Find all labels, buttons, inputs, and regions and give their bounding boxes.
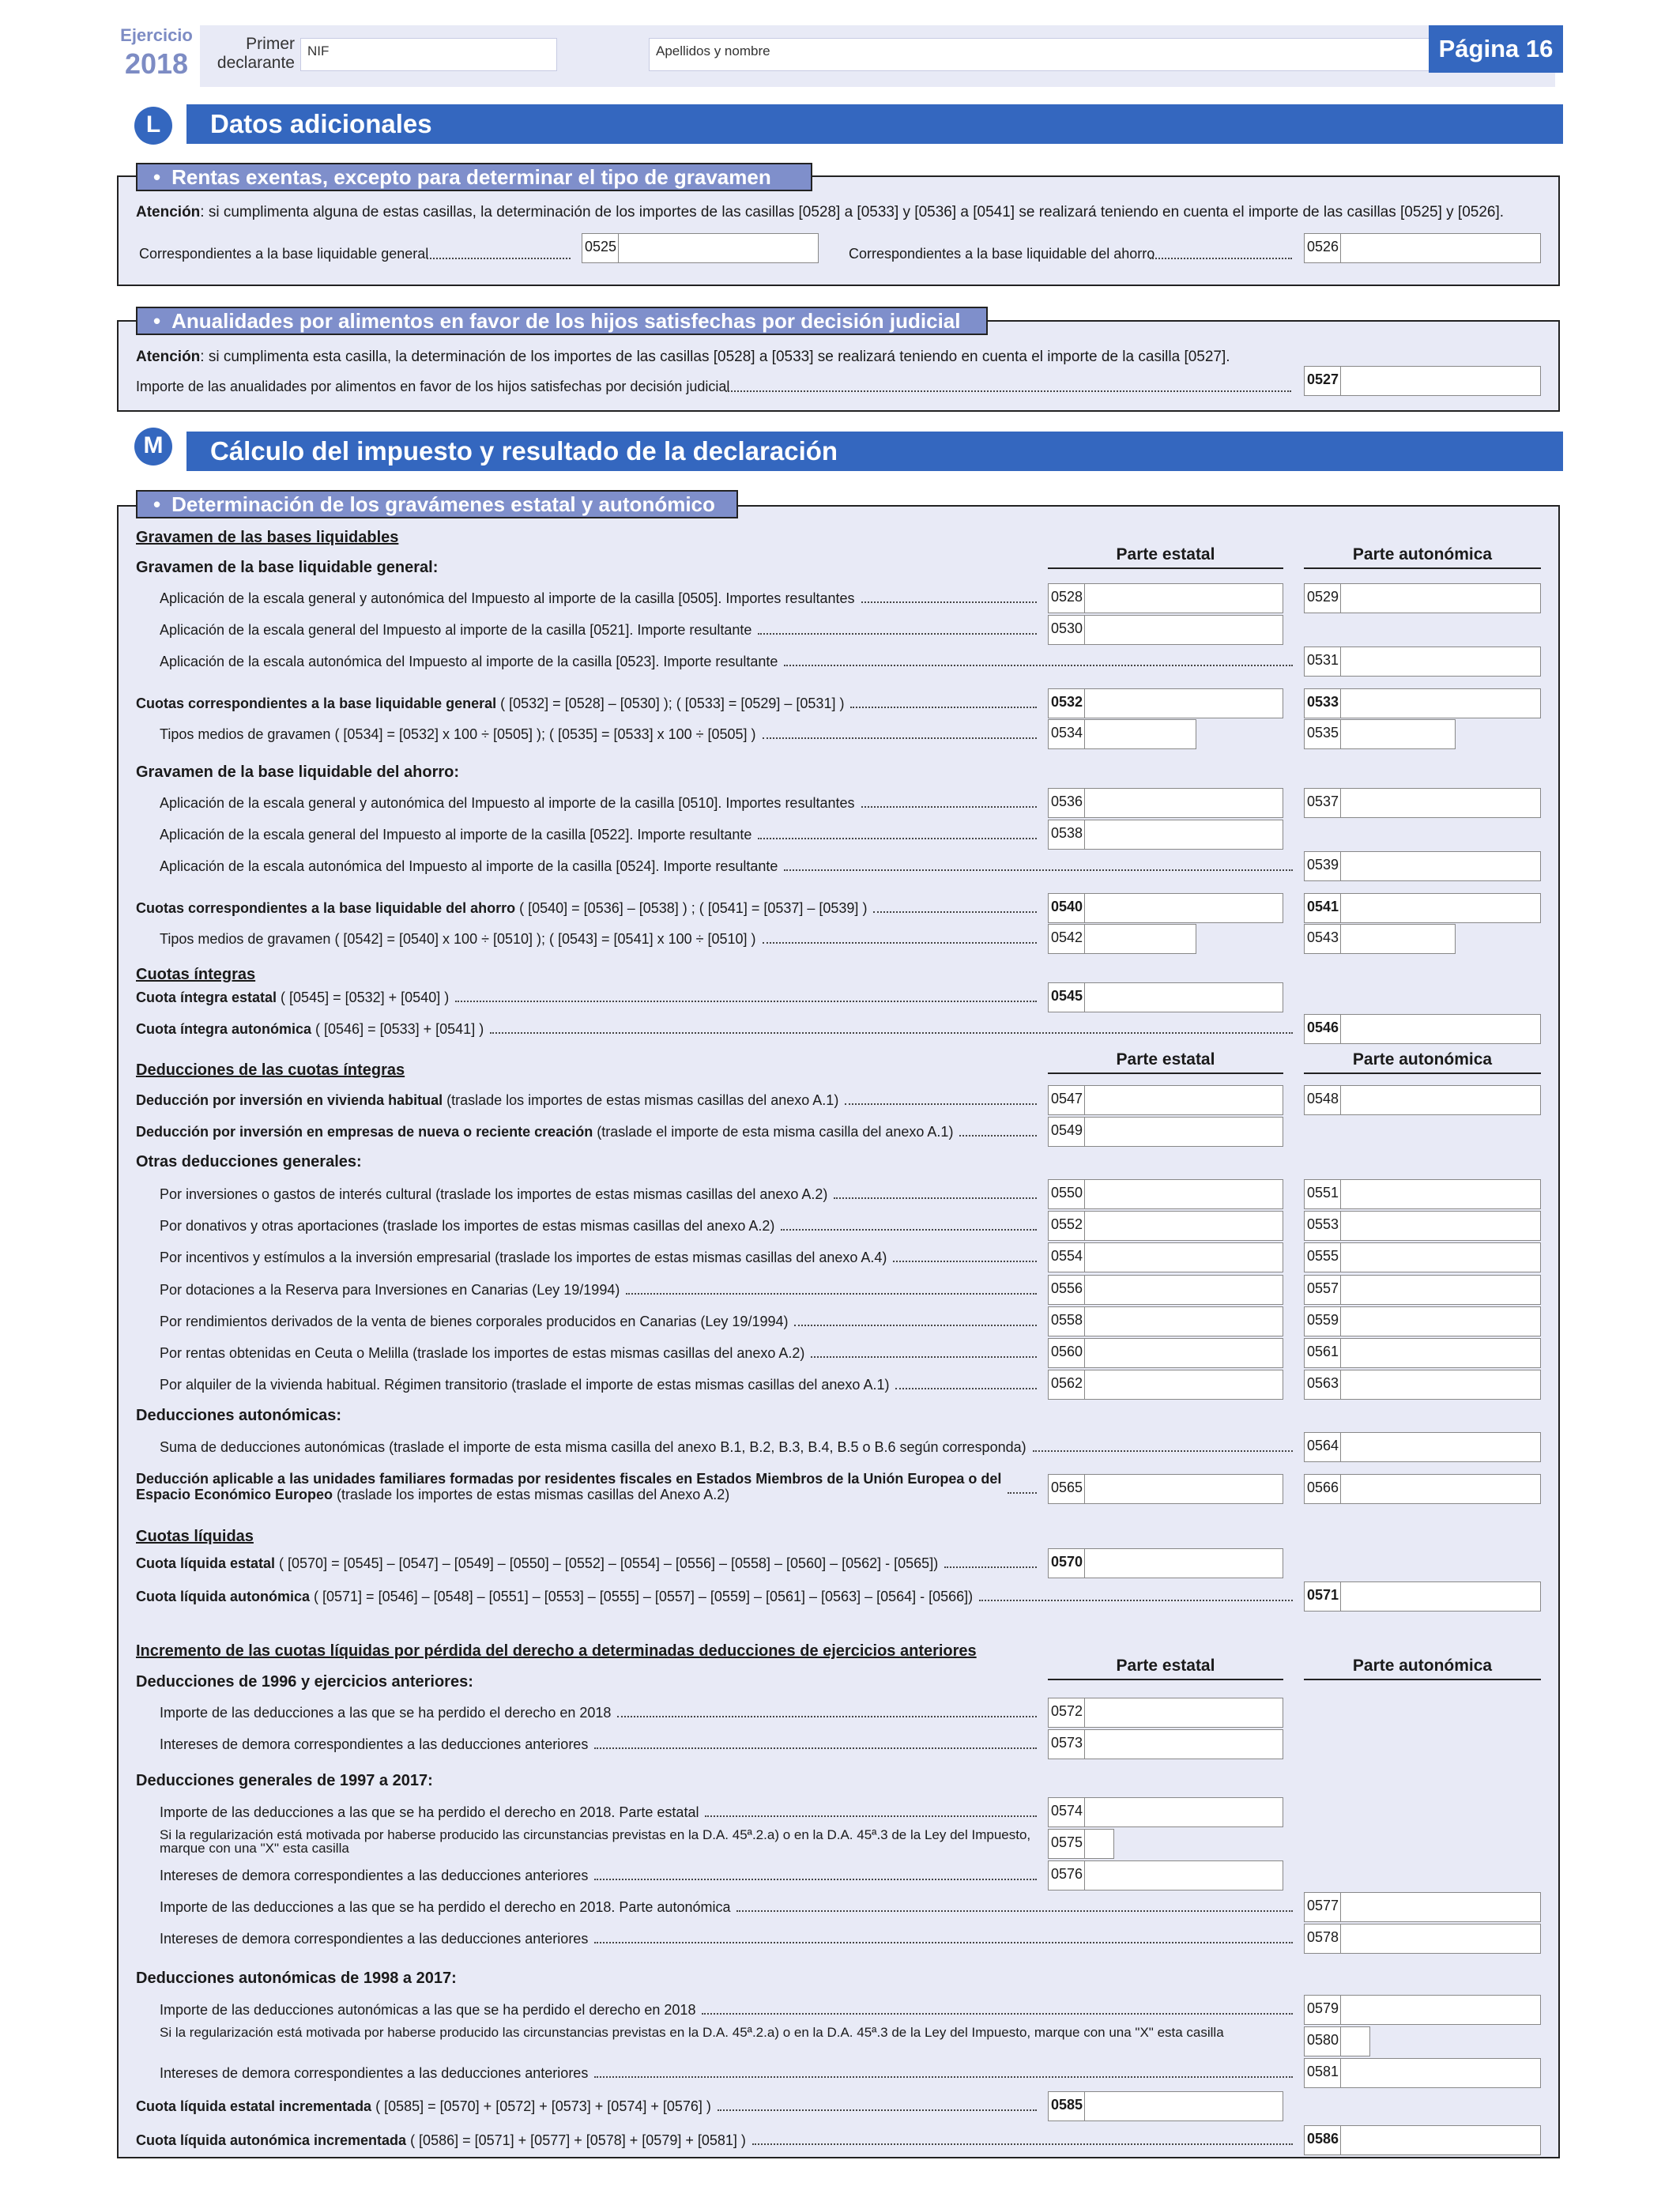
leader-dots: [594, 1879, 1037, 1880]
col-parte-autonomica: Parte autonómica: [1304, 1657, 1541, 1680]
casilla-0536[interactable]: 0536: [1048, 788, 1283, 818]
declarant-bar: [200, 25, 1555, 87]
leader-dots: [784, 869, 1293, 871]
row-label: Deducción aplicable a las unidades familiares formadas por residentes fiscales en Estados Miembros de la Unión Europea o del: [136, 1471, 1002, 1487]
leader-dots: [758, 838, 1037, 839]
row-label: Tipos medios de gravamen ( [0542] = [0540] x 100 ÷ [0510] ); ( [0543] = [0541] x 100 ÷ [0510] ): [160, 931, 756, 947]
row-label: Deducción por inversión en empresas de nueva o reciente creación (traslade el importe de esta misma casilla del anexo A.1): [136, 1124, 954, 1140]
r0565-line2: Espacio Económico Europeo (traslade los importes de estas mismas casillas del Anexo A.2): [136, 1487, 730, 1502]
casilla-0556[interactable]: 0556: [1048, 1275, 1283, 1305]
row-label: Cuota íntegra estatal ( [0545] = [0532] + [0540] ): [136, 990, 450, 1005]
row-label: Importe de las deducciones autonómicas a las que se ha perdido el derecho en 2018: [160, 2002, 696, 2018]
leader-dots: [834, 1197, 1037, 1199]
row-label: Aplicación de la escala autonómica del Impuesto al importe de la casilla [0523]. Importe resultante: [160, 654, 778, 669]
col-parte-autonomica: Parte autonómica: [1304, 545, 1541, 569]
leader-dots: [617, 1716, 1037, 1717]
leader-dots: [763, 942, 1037, 944]
leader-dots: [752, 2143, 1293, 2145]
casilla-0537[interactable]: 0537: [1304, 788, 1541, 818]
casilla-0575[interactable]: 0575: [1048, 1829, 1114, 1859]
leader-dots: [1008, 1492, 1037, 1494]
leader-dots: [702, 2013, 1293, 2015]
row-label: Tipos medios de gravamen ( [0534] = [0532] x 100 ÷ [0505] ); ( [0535] = [0533] x 100 ÷ [0505] ): [160, 726, 756, 742]
casilla-0531[interactable]: 0531: [1304, 647, 1541, 677]
leader-dots: [845, 1103, 1037, 1105]
casilla-0552[interactable]: 0552: [1048, 1211, 1283, 1241]
col-parte-estatal: Parte estatal: [1048, 545, 1283, 569]
casilla-0580[interactable]: 0580: [1304, 2026, 1370, 2056]
r0575-line2: marque con una "X" esta casilla: [160, 1841, 349, 1856]
row-label: Por alquiler de la vivienda habitual. Régimen transitorio (traslade el importe de estas mismas casillas del anexo A.1): [160, 1377, 890, 1393]
leader-dots: [781, 1229, 1037, 1231]
leader-dots: [1033, 1450, 1293, 1452]
label-ahorro: Correspondientes a la base liquidable del ahorro: [849, 246, 1155, 262]
casilla-0572[interactable]: 0572: [1048, 1698, 1283, 1728]
casilla-0571[interactable]: 0571: [1304, 1581, 1541, 1612]
leader-dots: [594, 2076, 1293, 2078]
label-general: Correspondientes a la base liquidable general: [139, 246, 429, 262]
subsection-anualidades: • Anualidades por alimentos en favor de los hijos satisfechas por decisión judicial: [136, 307, 988, 335]
row-label: Suma de deducciones autonómicas (traslade el importe de esta misma casilla del anexo B.1, B.2, B.3, B.4, B.5 o B.6 según corresponda): [160, 1439, 1026, 1455]
casilla-0557[interactable]: 0557: [1304, 1275, 1541, 1305]
casilla-0539[interactable]: 0539: [1304, 851, 1541, 881]
leader-dots: [784, 665, 1293, 666]
leader-dots: [718, 2109, 1037, 2111]
casilla-0547[interactable]: 0547: [1048, 1085, 1283, 1115]
leader-dots: [893, 1261, 1037, 1262]
casilla-0540[interactable]: 0540: [1048, 893, 1283, 923]
leader-dots: [427, 258, 571, 259]
row-heading: Deducciones generales de 1997 a 2017:: [136, 1772, 433, 1789]
section-letter-l: L: [134, 107, 172, 145]
casilla-0554[interactable]: 0554: [1048, 1242, 1283, 1272]
row-label: Cuota líquida autonómica ( [0571] = [0546] – [0548] – [0551] – [0553] – [0555] – [0557] – [0559] – [0561] – [0563] – [0564] - [0566]): [136, 1589, 974, 1604]
row-label: Por incentivos y estímulos a la inversión empresarial (traslade los importes de estas mismas casillas del anexo A.4): [160, 1250, 887, 1265]
leader-dots: [758, 633, 1037, 635]
header: [117, 25, 1555, 87]
casilla-0555[interactable]: 0555: [1304, 1242, 1541, 1272]
row-label: Aplicación de la escala autonómica del Impuesto al importe de la casilla [0524]. Importe resultante: [160, 858, 778, 874]
casilla-0585[interactable]: 0585: [1048, 2091, 1283, 2121]
casilla-0562[interactable]: 0562: [1048, 1370, 1283, 1400]
row-heading: Deducciones autonómicas de 1998 a 2017:: [136, 1970, 457, 1987]
leader-dots: [811, 1356, 1037, 1358]
row-label: Si la regularización está motivada por haberse producido las circunstancias previstas en la D.A. 45ª.2.a) o en la D.A. 45ª.3 de la Ley del Impuesto,: [160, 1827, 1031, 1842]
row-heading: Incremento de las cuotas líquidas por pérdida del derecho a determinadas deducciones de ejercicios anteriores: [136, 1642, 977, 1660]
primer-declarante-label: Primer declarante: [217, 35, 295, 72]
casilla-0535[interactable]: 0535: [1304, 719, 1456, 749]
row-heading: Gravamen de la base liquidable del ahorro:: [136, 763, 460, 781]
casilla-0529[interactable]: 0529: [1304, 583, 1541, 613]
row-label: Cuotas correspondientes a la base liquidable general ( [0532] = [0528] – [0530] ); ( [0533] = [0529] – [0531] ): [136, 696, 845, 711]
atencion-2: Atención: si cumplimenta esta casilla, la determinación de los importes de las casillas [0528] a [0533] se realizará teniendo en cuenta el importe de la casilla [0527].: [136, 349, 1230, 365]
row-label: Aplicación de la escala general y autonómica del Impuesto al importe de la casilla [0505]. Importes resultantes: [160, 590, 855, 606]
row-label: Por inversiones o gastos de interés cultural (traslade los importes de estas mismas casillas del anexo A.2): [160, 1186, 828, 1202]
casilla-0545[interactable]: 0545: [1048, 982, 1283, 1012]
casilla-0573[interactable]: 0573: [1048, 1729, 1283, 1759]
casilla-0546[interactable]: 0546: [1304, 1014, 1541, 1044]
ejercicio: [117, 25, 196, 81]
casilla-0563[interactable]: 0563: [1304, 1370, 1541, 1400]
leader-dots: [626, 1293, 1037, 1295]
casilla-0559[interactable]: 0559: [1304, 1306, 1541, 1336]
apellidos-field[interactable]: Apellidos y nombre: [649, 38, 1482, 71]
atencion-1: Atención: si cumplimenta alguna de estas casillas, la determinación de los importes de las casillas [0528] a [0533] y [0536] a [0541] se realizará teniendo en cuenta el importe de las casillas [0525] y [0526].: [136, 204, 1505, 221]
row-label: Intereses de demora correspondientes a las deducciones anteriores: [160, 1868, 589, 1883]
casilla-0560[interactable]: 0560: [1048, 1338, 1283, 1368]
row-label: Por donativos y otras aportaciones (traslade los importes de estas mismas casillas del anexo A.2): [160, 1218, 775, 1234]
casilla-0526[interactable]: 0526: [1304, 233, 1541, 263]
leader-dots: [705, 1815, 1037, 1817]
casilla-0548[interactable]: 0548: [1304, 1085, 1541, 1115]
casilla-0574[interactable]: 0574: [1048, 1797, 1283, 1827]
casilla-0528[interactable]: 0528: [1048, 583, 1283, 613]
leader-dots: [594, 1942, 1293, 1943]
casilla-0578[interactable]: 0578: [1304, 1924, 1541, 1954]
row-label: Cuota líquida autonómica incrementada ( [0586] = [0571] + [0577] + [0578] + [0579] + [0581] ): [136, 2132, 746, 2148]
row-heading: Otras deducciones generales:: [136, 1153, 362, 1171]
row-heading: Gravamen de las bases liquidables: [136, 529, 399, 546]
row-label: Aplicación de la escala general del Impuesto al importe de la casilla [0521]. Importe resultante: [160, 622, 752, 638]
panel-rentas-exentas: [117, 175, 1560, 286]
col-parte-estatal: Parte estatal: [1048, 1657, 1283, 1680]
casilla-0530[interactable]: 0530: [1048, 615, 1283, 645]
leader-dots: [850, 707, 1037, 708]
row-label: Si la regularización está motivada por haberse producido las circunstancias previstas en la D.A. 45ª.2.a) o en la D.A. 45ª.3 de la Ley del Impuesto, marque con una "X" esta casilla: [160, 2025, 1224, 2040]
row-label: Por rentas obtenidas en Ceuta o Melilla (traslade los importes de estas mismas casillas del anexo A.2): [160, 1345, 805, 1361]
casilla-0553[interactable]: 0553: [1304, 1211, 1541, 1241]
casilla-0527[interactable]: 0527: [1304, 366, 1541, 396]
leader-dots: [861, 601, 1038, 603]
section-title-l: Datos adicionales: [186, 104, 1563, 144]
ejercicio-label: Ejercicio: [120, 25, 193, 45]
casilla-0551[interactable]: 0551: [1304, 1179, 1541, 1209]
row-label: Cuota íntegra autonómica ( [0546] = [0533] + [0541] ): [136, 1021, 484, 1037]
row-label: Importe de las deducciones a las que se ha perdido el derecho en 2018: [160, 1705, 612, 1721]
leader-dots: [944, 1566, 1037, 1568]
casilla-0558[interactable]: 0558: [1048, 1306, 1283, 1336]
leader-dots: [979, 1600, 1293, 1601]
row-heading: Gravamen de la base liquidable general:: [136, 559, 439, 576]
row-label: Por rendimientos derivados de la venta de bienes corporales producidos en Canarias (Ley 19/1994): [160, 1314, 789, 1329]
row-label: Importe de las deducciones a las que se ha perdido el derecho en 2018. Parte estatal: [160, 1804, 699, 1820]
row-label: Cuota líquida estatal ( [0570] = [0545] – [0547] – [0549] – [0550] – [0552] – [0554] – [0556] – [0558] – [0560] – [0562] - [0565]): [136, 1555, 939, 1571]
leader-dots: [861, 806, 1038, 808]
casilla-0534[interactable]: 0534: [1048, 719, 1196, 749]
casilla-0541[interactable]: 0541: [1304, 893, 1541, 923]
leader-dots: [490, 1032, 1293, 1034]
leader-dots: [794, 1325, 1037, 1326]
casilla-0538[interactable]: 0538: [1048, 820, 1283, 850]
casilla-0577[interactable]: 0577: [1304, 1892, 1541, 1922]
row-label: Intereses de demora correspondientes a las deducciones anteriores: [160, 2065, 589, 2081]
leader-dots: [736, 1910, 1293, 1912]
casilla-0565[interactable]: 0565: [1048, 1474, 1283, 1504]
leader-dots: [873, 911, 1037, 913]
casilla-0542[interactable]: 0542: [1048, 924, 1196, 954]
casilla-0586[interactable]: 0586: [1304, 2125, 1541, 2155]
row-heading: Deducciones autonómicas:: [136, 1407, 342, 1424]
leader-dots: [763, 737, 1037, 739]
row-heading: Deducciones de 1996 y ejercicios anteriores:: [136, 1673, 473, 1691]
row-label: Deducción por inversión en vivienda habitual (traslade los importes de estas mismas casillas del anexo A.1): [136, 1092, 839, 1108]
row-label: Cuotas correspondientes a la base liquidable del ahorro ( [0540] = [0536] – [0538] ) ; ( [0541] = [0537] – [0539] ): [136, 900, 868, 916]
row-label: Intereses de demora correspondientes a las deducciones anteriores: [160, 1736, 589, 1752]
casilla-0564[interactable]: 0564: [1304, 1432, 1541, 1462]
leader-dots: [1150, 258, 1292, 259]
casilla-0550[interactable]: 0550: [1048, 1179, 1283, 1209]
casilla-0561[interactable]: 0561: [1304, 1338, 1541, 1368]
leader-dots: [959, 1135, 1037, 1137]
casilla-0566[interactable]: 0566: [1304, 1474, 1541, 1504]
leader-dots: [455, 1001, 1037, 1002]
leader-dots: [725, 390, 1291, 392]
row-heading: Cuotas íntegras: [136, 966, 256, 983]
row-heading: Cuotas líquidas: [136, 1528, 254, 1545]
row-label: Aplicación de la escala general y autonómica del Impuesto al importe de la casilla [0510]. Importes resultantes: [160, 795, 855, 811]
leader-dots: [895, 1388, 1037, 1389]
casilla-0533[interactable]: 0533: [1304, 688, 1541, 718]
row-heading: Deducciones de las cuotas íntegras: [136, 1061, 405, 1079]
casilla-0570[interactable]: 0570: [1048, 1548, 1283, 1578]
casilla-0549[interactable]: 0549: [1048, 1117, 1283, 1147]
label-anualidades: Importe de las anualidades por alimentos en favor de los hijos satisfechas por decisión judicial: [136, 379, 730, 394]
row-label: Importe de las deducciones a las que se ha perdido el derecho en 2018. Parte autonómica: [160, 1899, 731, 1915]
row-label: Cuota líquida estatal incrementada ( [0585] = [0570] + [0572] + [0573] + [0574] + [0576] ): [136, 2098, 711, 2114]
col-parte-estatal: Parte estatal: [1048, 1050, 1283, 1074]
ejercicio-year: 2018: [124, 47, 189, 80]
section-letter-m: M: [134, 428, 172, 466]
casilla-0532[interactable]: 0532: [1048, 688, 1283, 718]
subsection-rentas-exentas: • Rentas exentas, excepto para determinar el tipo de gravamen: [136, 163, 812, 191]
casilla-0543[interactable]: 0543: [1304, 924, 1456, 954]
casilla-0579[interactable]: 0579: [1304, 1995, 1541, 2025]
page-number: Página 16: [1429, 25, 1563, 73]
col-parte-autonomica: Parte autonómica: [1304, 1050, 1541, 1074]
leader-dots: [594, 1747, 1037, 1749]
row-label: Por dotaciones a la Reserva para Inversiones en Canarias (Ley 19/1994): [160, 1282, 620, 1298]
nif-field[interactable]: NIF: [300, 38, 557, 71]
casilla-0576[interactable]: 0576: [1048, 1860, 1283, 1891]
row-label: Intereses de demora correspondientes a las deducciones anteriores: [160, 1931, 589, 1947]
subsection-gravamenes: • Determinación de los gravámenes estatal y autonómico: [136, 490, 738, 518]
casilla-0525[interactable]: 0525: [582, 233, 819, 263]
section-title-m: Cálculo del impuesto y resultado de la declaración: [186, 432, 1563, 471]
casilla-0581[interactable]: 0581: [1304, 2058, 1541, 2088]
row-label: Aplicación de la escala general del Impuesto al importe de la casilla [0522]. Importe resultante: [160, 827, 752, 843]
